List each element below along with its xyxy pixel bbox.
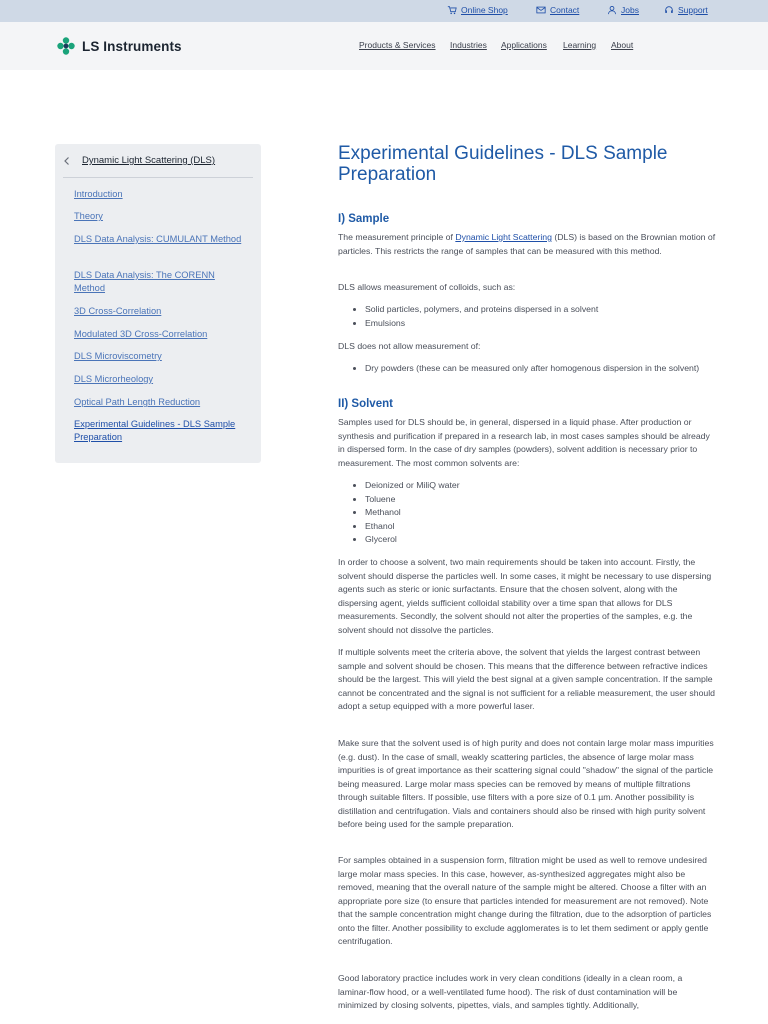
list-item: • Emulsions — [365, 317, 715, 331]
purity-paragraph: Make sure that the solvent used is of high purity and does not contain large molar mass impurities (e.g. dust). In the case of small, weakly scattering particles, the absence of large molar mass impurities is of great importance as their scattering signal could "shadow" the signal of the particle being measured. Large molar mass species can be removed by means of multiple filtrations through suitable filters. If possible, use filters with a pore size of 0.1 µm. Another possibility is distillation and centrifugation. Vials and containers should also be rinsed with high purity solvent before being used for the sample preparation. — [338, 738, 714, 829]
sample-intro-text-cont: (DLS) is based on the Brownian motion of particles. This restricts the range of samples that can be measured with this method. — [338, 232, 716, 256]
ls-instruments-logo-icon — [56, 36, 76, 56]
sidebar-item-3d-cross-correlation[interactable]: 3D Cross-Correlation — [74, 306, 162, 316]
sample-intro-paragraph — [338, 231, 716, 258]
allows-list — [365, 303, 715, 330]
jobs-link[interactable] — [607, 5, 639, 15]
list-item: • Glycerol — [365, 533, 715, 547]
section-heading-solvent: II) Solvent — [338, 398, 393, 410]
nav-about[interactable]: About — [611, 40, 634, 50]
sidebar-divider — [63, 177, 253, 178]
nav-industries[interactable]: Industries — [450, 40, 487, 50]
contact-link[interactable] — [536, 5, 579, 15]
nav-products-services[interactable]: Products & Services — [359, 40, 436, 50]
sidebar-item-sample-preparation[interactable]: Experimental Guidelines - DLS Sample Preparation — [74, 419, 236, 442]
multiple-solvents-paragraph: If multiple solvents meet the criteria above, the solvent that yields the largest contrast between sample and solvent should be chosen. This means that the difference between refractive indices should be the largest. This will yield the best signal at a given sample concentration. If the sample cannot be concentrated and the signal is not sufficient for a reliable measurement, the user should adopt a setup equipped with a more powerful laser. — [338, 647, 716, 711]
list-item: • Toluene — [365, 493, 715, 507]
sidebar-item-microrheology[interactable]: DLS Microrheology — [74, 374, 154, 384]
mail-icon — [536, 5, 546, 15]
solvents-list — [365, 479, 715, 547]
support-label: Support — [678, 5, 708, 15]
utility-bar — [0, 0, 768, 22]
sidebar-item-theory[interactable]: Theory — [74, 211, 103, 221]
main-header — [0, 22, 768, 70]
nav-learning[interactable]: Learning — [563, 40, 597, 50]
suspension-paragraph: For samples obtained in a suspension form, filtration might be used as well to remove undesired large molar mass species. In this case, however, as-synthesized aggregates might also be removed, meaning that the overall nature of the sample might be altered. Choose a filter with an appropriate pore size (to ensure that particles intended for measurement are not removed). Note that the sample concentration might change during the filtration, due to the adsorption of particles onto the filter. Another possibility to exclude agglomerates is to let them sediment or apply gentle centrifugation. — [338, 855, 712, 946]
sidebar-navigation — [55, 144, 261, 463]
online-shop-label: Online Shop — [461, 5, 508, 15]
support-link[interactable] — [664, 5, 708, 15]
online-shop-link[interactable] — [447, 5, 508, 15]
list-item: • Methanol — [365, 506, 715, 520]
brand-name: LS Instruments — [82, 38, 182, 54]
lab-practice-paragraph: Good laboratory practice includes work in very clean conditions (ideally in a clean room, a laminar-flow hood, or a well-ventilated fume hood). The risk of dust contamination will be minimized by closing solvents, pipettes, vials, and samples tightly. Additionally, — [338, 973, 683, 1010]
sidebar-item-introduction[interactable]: Introduction — [74, 189, 123, 199]
sidebar-section-title[interactable]: Dynamic Light Scattering (DLS) — [82, 155, 216, 166]
disallows-intro: DLS does not allow measurement of: — [338, 341, 481, 351]
list-item: • Dry powders (these can be measured only after homogenous dispersion in the solvent) — [365, 362, 715, 376]
nav-applications[interactable]: Applications — [501, 40, 547, 50]
dls-link[interactable]: Dynamic Light Scattering — [455, 232, 552, 242]
chevron-left-icon[interactable] — [61, 155, 73, 167]
sample-intro-text: The measurement principle of — [338, 232, 456, 242]
headset-icon — [664, 5, 674, 15]
sidebar-item-cumulant[interactable]: DLS Data Analysis: CUMULANT Method — [74, 234, 242, 244]
choose-solvent-paragraph: In order to choose a solvent, two main requirements should be taken into account. Firstly, the solvent should disperse the particles well. In some cases, it might be necessary to use dispersing agents such as steric or ionic surfactants. Ensure that the chosen solvent, along with the dispersing agent, yields sufficient colloidal stability over a time span that allows for DLS measurements. Secondly, the solvent should not alter the properties of the samples, e.g. the solvent should not dissolve the particles. — [338, 557, 712, 635]
sidebar-item-optical-path[interactable]: Optical Path Length Reduction — [74, 397, 201, 407]
contact-label: Contact — [550, 5, 580, 15]
list-item: • Deionized or MiliQ water — [365, 479, 715, 493]
cart-icon — [447, 5, 457, 15]
jobs-label: Jobs — [621, 5, 639, 15]
brand-logo[interactable] — [56, 36, 182, 56]
page-title: Experimental Guidelines - DLS Sample Preparation — [338, 143, 668, 185]
allows-intro: DLS allows measurement of colloids, such as: — [338, 282, 516, 292]
disallows-list — [365, 362, 715, 376]
section-heading-sample: I) Sample — [338, 213, 390, 225]
solvent-intro-paragraph: Samples used for DLS should be, in general, dispersed in a liquid phase. After production or synthesis and purification if prepared in a research lab, in most cases samples should be already in dispersed form. In the case of dry samples (powders), solvent addition is necessary prior to measurement. The most common solvents are: — [338, 417, 710, 468]
sidebar-item-microviscometry[interactable]: DLS Microviscometry — [74, 351, 162, 361]
list-item: • Solid particles, polymers, and proteins dispersed in a solvent — [365, 303, 715, 317]
user-icon — [607, 5, 617, 15]
sidebar-item-corenn[interactable]: DLS Data Analysis: The CORENN Method — [74, 270, 215, 293]
list-item: • Ethanol — [365, 520, 715, 534]
sidebar-item-modulated-3d[interactable]: Modulated 3D Cross-Correlation — [74, 329, 208, 339]
